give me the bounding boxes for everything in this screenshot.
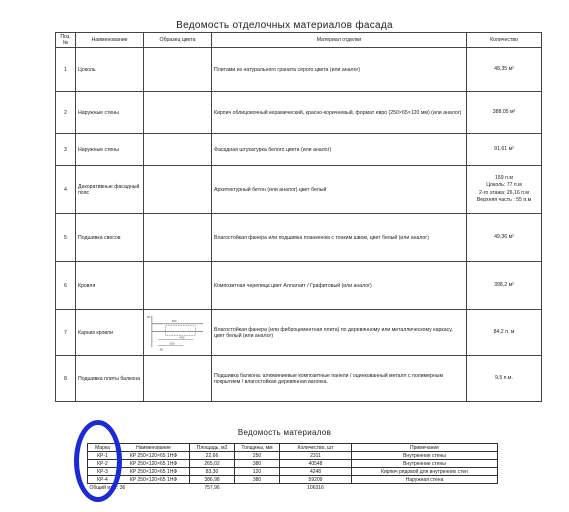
cell: 380 [235, 460, 280, 468]
cell: КР 250×120×65 1НФ [118, 476, 190, 484]
facade-header-row [56, 33, 542, 48]
table-row [56, 134, 542, 166]
cell: КР 250×120×65 1НФ [118, 452, 190, 460]
materials-table [87, 443, 498, 491]
header-mark: Марка [88, 444, 118, 452]
cell: 59209 [280, 476, 352, 484]
cell: 83,30 [190, 468, 235, 476]
cornice-dim-label: 60 [146, 314, 151, 319]
row-material: Влагостойкая фанера (или фиброцементная плита) по деревянному или металлическому каркасу, цвет белый (или аналог) [212, 310, 467, 356]
cell: 22,66 [190, 452, 235, 460]
quantity-line: 159 п.м [495, 175, 513, 182]
row-name: Подшивка свесов [76, 214, 144, 262]
header-name: Наименование [118, 444, 190, 452]
row-material: Подшивка балкона: алюминиевые композитные панели / оцинкованный металл с полимерным покрытием / влагостойкая деревянная вагонка. [212, 356, 467, 402]
cell: КР 250×120×65 1НФ [118, 460, 190, 468]
cell: Внутренние стены [352, 460, 498, 468]
cell: КР-4 [88, 476, 118, 484]
row-name: Наружные стены [76, 92, 144, 134]
facade-materials-table [55, 32, 542, 402]
total-row [88, 484, 498, 492]
row-material: Плитами из натурального гранита серого цвета (или аналог) [212, 48, 467, 92]
cell: Кирпич рядовой для внутренних стен [352, 468, 498, 476]
row-quantity: 9,5 п.м. [467, 356, 542, 402]
cell: КР-3 [88, 468, 118, 476]
cornice-dim-label: 450 [171, 318, 177, 323]
cell: 265,02 [190, 460, 235, 468]
total-label: Общий итог: 36 [89, 484, 126, 491]
row-quantity: 49,36 м² [467, 214, 542, 262]
row-quantity: 48,35 м² [467, 48, 542, 92]
header-area: Площадь, м2 [190, 444, 235, 452]
table-row [88, 460, 498, 468]
row-material: Фасадная штукатурка белого цвета (или аналог) [212, 134, 467, 166]
table-row [56, 262, 542, 310]
table-row [88, 476, 498, 484]
header-name: Наименование [76, 33, 144, 48]
table-row [88, 468, 498, 476]
header-material: Материал отделки [212, 33, 467, 48]
cell: 250 [235, 452, 280, 460]
swatch-cell [144, 310, 212, 356]
swatch-cell [144, 166, 212, 214]
materials-header-row [88, 444, 498, 452]
row-material: Кирпич облицовочный керамический, красно-коричневый, формат евро (250×65×120 мм) (или аналог) [212, 92, 467, 134]
row-pos: 1 [56, 48, 76, 92]
row-material: Влагостойкая фанера или подшивка планкеном с тонким швом, цвет белый (или аналог) [212, 214, 467, 262]
table-row [56, 356, 542, 402]
total-empty [352, 484, 498, 492]
swatch-cell [144, 134, 212, 166]
quantity-line: Верхняя часть : 55 п.м [476, 196, 532, 203]
swatch-cell [144, 262, 212, 310]
row-material: Архитектурный бетон (или аналог) цвет белый [212, 166, 467, 214]
cornice-dim-label: 50 [159, 347, 164, 352]
swatch-cell [144, 92, 212, 134]
row-material: Композитная черепица цвет Аллагнит / Графитовый (или аналог) [212, 262, 467, 310]
row-name: Наружные стены [76, 134, 144, 166]
cell: КР-2 [88, 460, 118, 468]
materials-title: Ведомость материалов [237, 428, 332, 437]
cell: 120 [235, 468, 280, 476]
row-pos: 2 [56, 92, 76, 134]
quantity-line: Цоколь: 77 п.м [486, 182, 522, 189]
blue-highlight-ellipse [74, 420, 122, 502]
row-name: Карниз кровли [76, 310, 144, 356]
row-pos: 3 [56, 134, 76, 166]
cornice-section-drawing [144, 310, 211, 353]
row-quantity: 91,61 м² [467, 134, 542, 166]
table-row [56, 48, 542, 92]
row-name: Декоративные фасадный пояс [76, 166, 144, 214]
cell: Внутренние стены [352, 452, 498, 460]
swatch-cell [144, 48, 212, 92]
row-pos: 6 [56, 262, 76, 310]
row-quantity: 398,2 м² [467, 262, 542, 310]
quantity-line: 2-го этажа: 26,16 п.м [479, 189, 529, 196]
row-pos: 7 [56, 310, 76, 356]
header-note: Примечание [352, 444, 498, 452]
row-name: Цоколь [76, 48, 144, 92]
row-quantity [467, 166, 542, 214]
table-row [56, 166, 542, 214]
total-area: 757,96 [204, 484, 220, 491]
facade-title: Ведомость отделочных материалов фасада [176, 20, 393, 31]
total-count: 106316 [307, 484, 324, 491]
header-swatch: Образец цвета [144, 33, 212, 48]
total-empty [235, 484, 280, 492]
swatch-cell [144, 214, 212, 262]
cell: 2311 [280, 452, 352, 460]
cell: КР 250×120×65 1НФ [118, 468, 190, 476]
row-pos: 5 [56, 214, 76, 262]
header-pos: Поз. № [56, 33, 76, 48]
row-quantity: 84,2 п. м [467, 310, 542, 356]
row-name: Подшивка плиты балкона [76, 356, 144, 402]
cornice-dim-label: 300 [169, 341, 175, 346]
table-row [56, 92, 542, 134]
header-quantity: Количество [467, 33, 542, 48]
header-count: Количество, шт [280, 444, 352, 452]
cell: 4248 [280, 468, 352, 476]
table-row [56, 214, 542, 262]
cell: 380 [235, 476, 280, 484]
cell: 386,98 [190, 476, 235, 484]
table-row [56, 310, 542, 356]
row-quantity: 388,05 м² [467, 92, 542, 134]
row-pos: 8 [56, 356, 76, 402]
cell: 40548 [280, 460, 352, 468]
table-row [88, 452, 498, 460]
row-name: Кровля [76, 262, 144, 310]
cell: Наружная стена [352, 476, 498, 484]
cornice-dim-label: 400 [179, 335, 185, 340]
cell: КР-1 [88, 452, 118, 460]
swatch-cell [144, 356, 212, 402]
header-thickness: Толщины, мм [235, 444, 280, 452]
row-pos: 4 [56, 166, 76, 214]
